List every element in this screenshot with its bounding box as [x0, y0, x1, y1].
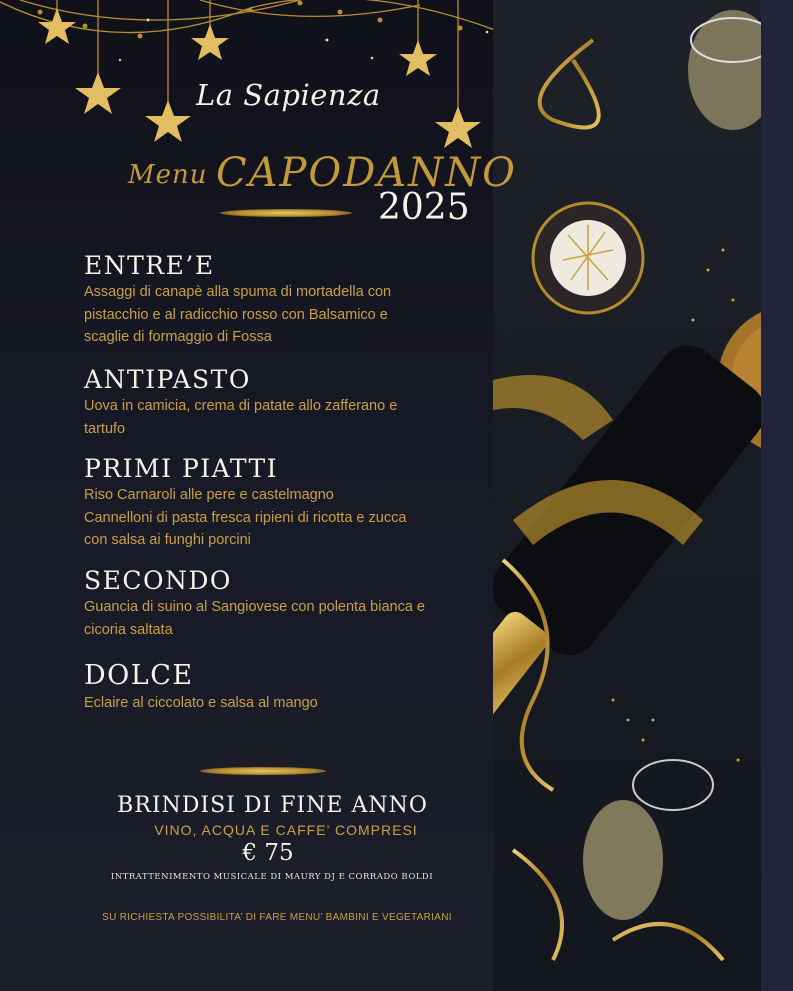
- right-edge-band: [761, 0, 793, 991]
- brand-name: La Sapienza: [196, 78, 381, 112]
- section-title: SECONDO: [84, 566, 232, 595]
- dish-line: Uova in camicia, crema di patate allo zafferano e: [84, 398, 398, 414]
- special-request-note: SU RICHIESTA POSSIBILITA’ DI FARE MENU’ BAMBINI E VEGETARIANI: [102, 912, 452, 923]
- dish-line: Eclaire al ciccolato e salsa al mango: [84, 695, 318, 711]
- section-body: [84, 692, 318, 715]
- footer-title: BRINDISI DI FINE ANNO: [117, 793, 428, 818]
- section-body: [84, 281, 391, 349]
- section-body: [84, 596, 425, 641]
- section-dolce: [84, 660, 318, 715]
- footer-subtitle: VINO, ACQUA E CAFFE’ COMPRESI: [154, 822, 418, 838]
- section-entree: [84, 251, 391, 349]
- section-title: ANTIPASTO: [84, 365, 251, 394]
- entertainment-note: INTRATTENIMENTO MUSICALE DI MAURY DJ E CORRADO BOLDI: [110, 872, 434, 882]
- dish-line: Assaggi di canapè alla spuma di mortadella con: [84, 284, 392, 300]
- section-title: DOLCE: [84, 660, 194, 691]
- dish-line: pistacchio e al radicchio rosso con Balsamico e: [84, 306, 388, 323]
- dish-line: Guancia di suino al Sangiovese con polenta bianca e: [84, 599, 425, 615]
- section-primi-piatti: [84, 454, 406, 552]
- section-title: ENTRE’E: [84, 251, 215, 280]
- menu-title: CAPODANNO: [216, 150, 517, 196]
- section-body: [84, 484, 406, 552]
- menu-word: Menu: [128, 160, 208, 190]
- dish-line: scaglie di formaggio di Fossa: [84, 329, 272, 345]
- glitter-divider-top: [220, 209, 352, 217]
- dish-line: Riso Carnaroli alle pere e castelmagno: [84, 487, 334, 503]
- menu-year: 2025: [378, 187, 470, 228]
- section-antipasto: [84, 365, 397, 440]
- glitter-divider-bottom: [200, 767, 326, 775]
- section-body: [84, 395, 397, 440]
- dish-line: Cannelloni di pasta fresca ripieni di ricotta e zucca: [84, 509, 407, 526]
- dish-line: cicoria saltata: [84, 621, 173, 638]
- section-title: PRIMI PIATTI: [84, 454, 279, 483]
- menu-price: € 75: [242, 840, 294, 866]
- section-secondo: [84, 566, 425, 641]
- dish-line: con salsa ai funghi porcini: [84, 532, 251, 548]
- dish-line: tartufo: [84, 420, 126, 437]
